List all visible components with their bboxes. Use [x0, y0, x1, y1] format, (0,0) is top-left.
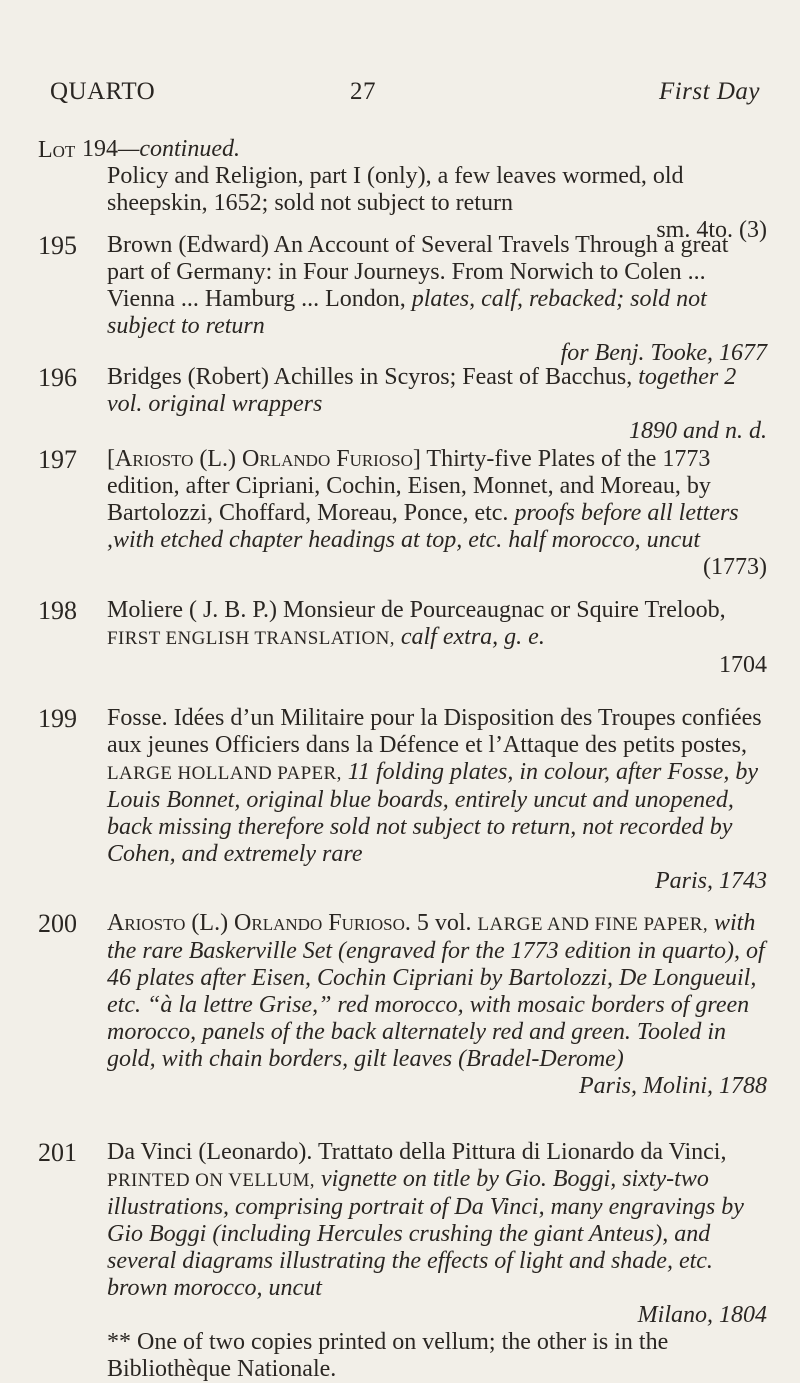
lot-paper: LARGE HOLLAND PAPER,	[107, 763, 342, 784]
lot-number: 196	[38, 363, 77, 392]
lot-194-description: Policy and Religion, part I (only), a few leaves wormed, old sheepskin, 1652; sold not subject to return	[107, 163, 684, 216]
lot-number: 201	[38, 1138, 77, 1167]
lot-number: 198	[38, 596, 77, 625]
lot-entry	[107, 910, 767, 1100]
lot-title: Thirty-five Plates of the 1773 edition, after Cipriani, Cochin, Eisen, Monnet, and Moreau, by Bartolozzi, Choffard, Moreau, Ponce, etc.	[107, 446, 711, 526]
lot-author: Ariosto (L.) Orlando Furioso.	[107, 910, 411, 936]
continued-marker: —continued.	[118, 136, 240, 162]
lot-imprint: Milano, 1804	[637, 1302, 767, 1328]
page-header	[50, 78, 760, 118]
lot-imprint: Paris, 1743	[654, 868, 767, 894]
lot-label: Lot	[38, 137, 76, 163]
lot-paper: LARGE AND FINE PAPER,	[477, 914, 708, 935]
note-text: One of two copies printed on vellum; the other is in the Bibliothèque Nationale.	[107, 1329, 669, 1382]
lot-description: together 2 vol. original wrappers	[107, 364, 737, 417]
lot-author: Moliere ( J. B. P.)	[107, 597, 277, 623]
header-section-title: QUARTO	[50, 78, 156, 105]
lot-description: calf extra, g. e.	[400, 624, 545, 650]
lot-title: An Account of Several Travels Through a great part of Germany: in Four Journeys. From Norwich to Colen ... Vienna ... Hamburg ... London,	[107, 232, 729, 312]
lot-194-number: 194	[82, 136, 118, 162]
lot-number: 197	[38, 445, 77, 474]
lot-number: 199	[38, 704, 77, 733]
lot-title: Achilles in Scyros; Feast of Bacchus,	[273, 364, 633, 390]
asterism-icon: **	[107, 1329, 131, 1355]
lot-entry	[107, 597, 767, 679]
lot-imprint: 1890 and n. d.	[629, 418, 767, 444]
lot-imprint: for Benj. Tooke, 1677	[560, 340, 767, 366]
lot-note	[107, 1329, 767, 1383]
lot-imprint: (1773)	[703, 554, 767, 580]
lot-description: with the rare Baskerville Set (engraved for the 1773 edition in quarto), of 46 plates after Eisen, Cochin Cipriani by Bartolozzi, De Longueuil, etc. “à la lettre Grise,” red morocco, with mosaic borders of green morocco, panels of the back alternately red and green. Tooled in gold, with chain borders, gilt leaves (Bradel-Derome)	[107, 910, 765, 1072]
lot-author: Fosse.	[107, 705, 168, 731]
lot-author: Da Vinci (Leonardo).	[107, 1139, 313, 1165]
lot-edition: FIRST ENGLISH TRANSLATION,	[107, 628, 395, 649]
lot-printing: PRINTED ON VELLUM,	[107, 1170, 315, 1191]
lot-entry	[107, 364, 767, 445]
lot-description: 11 folding plates, in colour, after Fosse, by Louis Bonnet, original blue boards, entirely uncut and unopened, back missing therefore sold not subject to return, not recorded by Cohen, and extremely rare	[107, 759, 758, 867]
page-number: 27	[350, 78, 376, 105]
lot-title: 5 vol.	[416, 910, 472, 936]
lot-author: [Ariosto (L.) Orlando Furioso]	[107, 446, 421, 472]
lot-imprint: Paris, Molini, 1788	[578, 1073, 767, 1099]
lot-entry	[107, 232, 767, 367]
lot-entry	[107, 705, 767, 895]
lot-author: Brown (Edward)	[107, 232, 269, 258]
lot-194-text	[82, 136, 767, 244]
header-day: First Day	[658, 78, 760, 105]
lot-title: Trattato della Pittura di Lionardo da Vinci,	[317, 1139, 727, 1165]
lot-imprint: 1704	[719, 652, 767, 678]
lot-title: Monsieur de Pourceaugnac or Squire Treloob,	[283, 597, 726, 623]
lot-number: 195	[38, 231, 77, 260]
lot-194-imprint: sm. 4to. (3)	[656, 217, 767, 243]
lot-description: vignette on title by Gio. Boggi, sixty-two illustrations, comprising portrait of Da Vinci, many engravings by Gio Boggi (including Hercules crushing the giant Anteus), and several diagrams illustrating the effects of light and shade, etc. brown morocco, uncut	[107, 1166, 744, 1301]
lot-description: plates, calf, rebacked; sold not subject to return	[107, 286, 707, 339]
lot-author: Bridges (Robert)	[107, 364, 269, 390]
lot-entry	[107, 1139, 767, 1383]
lot-title: Idées d’un Militaire pour la Disposition des Troupes confiées aux jeunes Officiers dans la Défence et l’Attaque des petits postes,	[107, 705, 762, 758]
lot-description: proofs before all letters ,with etched chapter headings at top, etc. half morocco, uncut	[107, 500, 739, 553]
lot-number: 200	[38, 909, 77, 938]
lot-entry	[107, 446, 767, 581]
